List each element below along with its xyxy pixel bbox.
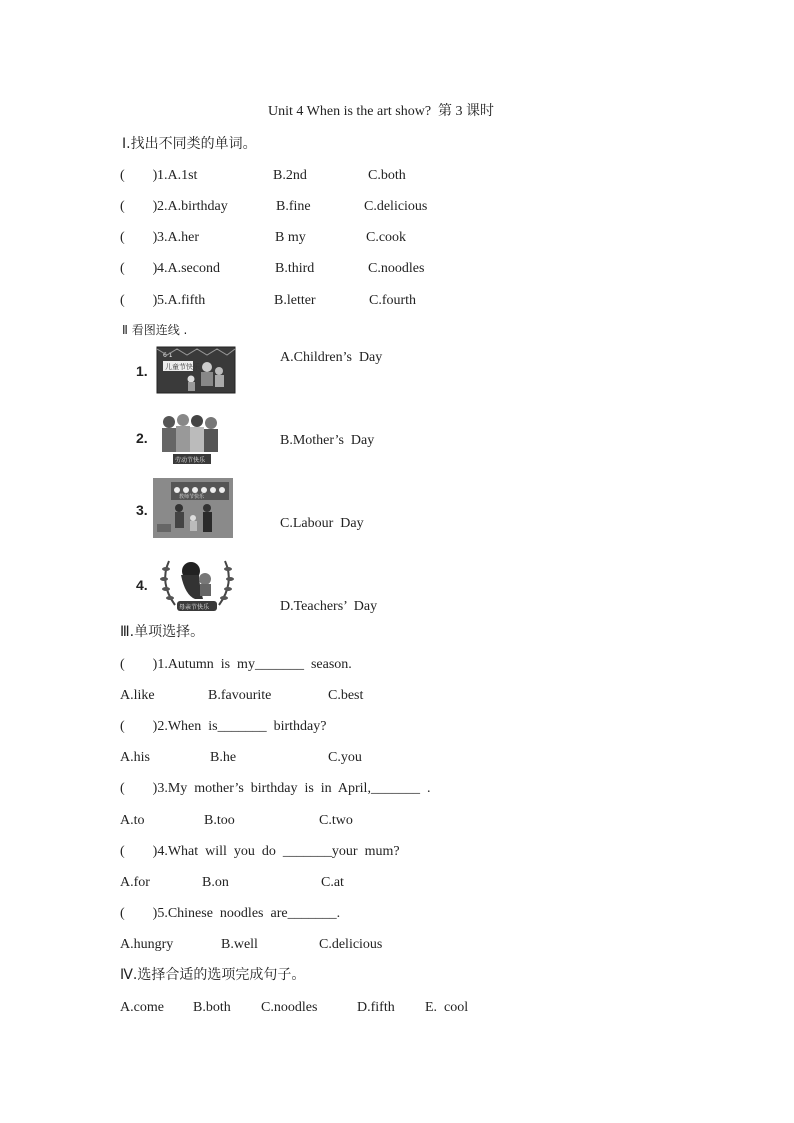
question-option-b: B.2nd [273, 168, 307, 183]
picture-number-3: 3. [136, 502, 148, 518]
svg-text:6·1: 6·1 [163, 352, 173, 359]
teachers-day-picture [153, 478, 233, 538]
question-option-a: 4.A.second [157, 261, 220, 276]
section-3-heading: Ⅲ.单项选择。 [120, 624, 205, 640]
word-option-c[interactable]: C.noodles [261, 1000, 318, 1015]
question-option-a: 2.A.birthday [157, 199, 228, 214]
answer-bracket[interactable]: ( ) [120, 199, 158, 214]
section-1-heading: Ⅰ.找出不同类的单词。 [122, 136, 257, 152]
question-option-c: C.cook [366, 230, 407, 245]
question-option-a: 5.A.fifth [157, 293, 206, 308]
question-option-c: C.delicious [364, 199, 428, 214]
question-option-b: B my [275, 230, 306, 245]
question-option-c: C.fourth [369, 293, 417, 308]
question-1: ( )1.Autumn is my_______ season. [120, 657, 352, 672]
question-5: ( )5.Chinese noodles are_______. [120, 906, 341, 921]
question-3: ( )3.My mother’s birthday is in April,_______ . [120, 781, 431, 796]
answer-bracket[interactable]: ( ) [120, 261, 158, 276]
childrens-day-banner-text: 儿童节快乐 [165, 363, 200, 371]
match-option-d[interactable]: D.Teachers’ Day [280, 599, 378, 614]
option-c[interactable]: C.best [328, 688, 364, 703]
picture-number-2: 2. [136, 430, 148, 446]
word-option-d[interactable]: D.fifth [357, 1000, 395, 1015]
section-2-heading: Ⅱ 看图连线 . [122, 323, 188, 337]
option-b[interactable]: B.favourite [208, 688, 272, 703]
option-b[interactable]: B.he [210, 750, 237, 765]
question-option-a: 3.A.her [157, 230, 199, 245]
option-a[interactable]: A.for [120, 875, 150, 890]
answer-bracket[interactable]: ( ) [120, 293, 158, 308]
labour-day-picture [155, 410, 227, 468]
mothers-day-banner-text: 母亲节快乐 [179, 604, 210, 611]
option-c[interactable]: C.delicious [319, 937, 383, 952]
option-c[interactable]: C.two [319, 813, 353, 828]
question-2: ( )2.When is_______ birthday? [120, 719, 327, 734]
option-a[interactable]: A.his [120, 750, 150, 765]
teachers-day-banner-text: 教师节快乐 [179, 494, 205, 500]
option-b[interactable]: B.too [204, 813, 235, 828]
question-option-c: C.noodles [368, 261, 425, 276]
childrens-day-picture [155, 345, 237, 397]
question-option-a: 1.A.1st [157, 168, 198, 183]
option-b[interactable]: B.well [221, 937, 258, 952]
word-option-a[interactable]: A.come [120, 1000, 164, 1015]
question-option-c: C.both [368, 168, 406, 183]
option-a[interactable]: A.to [120, 813, 145, 828]
option-b[interactable]: B.on [202, 875, 229, 890]
picture-number-1: 1. [136, 363, 148, 379]
question-option-b: B.letter [274, 293, 316, 308]
match-option-b[interactable]: B.Mother’s Day [280, 433, 375, 448]
word-option-b[interactable]: B.both [193, 1000, 231, 1015]
labour-day-banner-text: 劳动节快乐 [175, 457, 206, 464]
page-title: Unit 4 When is the art show? 第 3 课时 [268, 104, 495, 119]
section-4-heading: Ⅳ.选择合适的选项完成句子。 [120, 967, 306, 983]
option-a[interactable]: A.hungry [120, 937, 174, 952]
question-option-b: B.third [275, 261, 315, 276]
picture-number-4: 4. [136, 577, 148, 593]
answer-bracket[interactable]: ( ) [120, 230, 158, 245]
answer-bracket[interactable]: ( ) [120, 168, 158, 183]
question-4: ( )4.What will you do _______your mum? [120, 844, 400, 859]
word-option-e[interactable]: E. cool [425, 1000, 469, 1015]
option-c[interactable]: C.at [321, 875, 344, 890]
question-option-b: B.fine [276, 199, 311, 214]
option-c[interactable]: C.you [328, 750, 362, 765]
match-option-a[interactable]: A.Children’s Day [280, 350, 383, 365]
match-option-c[interactable]: C.Labour Day [280, 516, 364, 531]
option-a[interactable]: A.like [120, 688, 155, 703]
mothers-day-picture [155, 553, 239, 617]
